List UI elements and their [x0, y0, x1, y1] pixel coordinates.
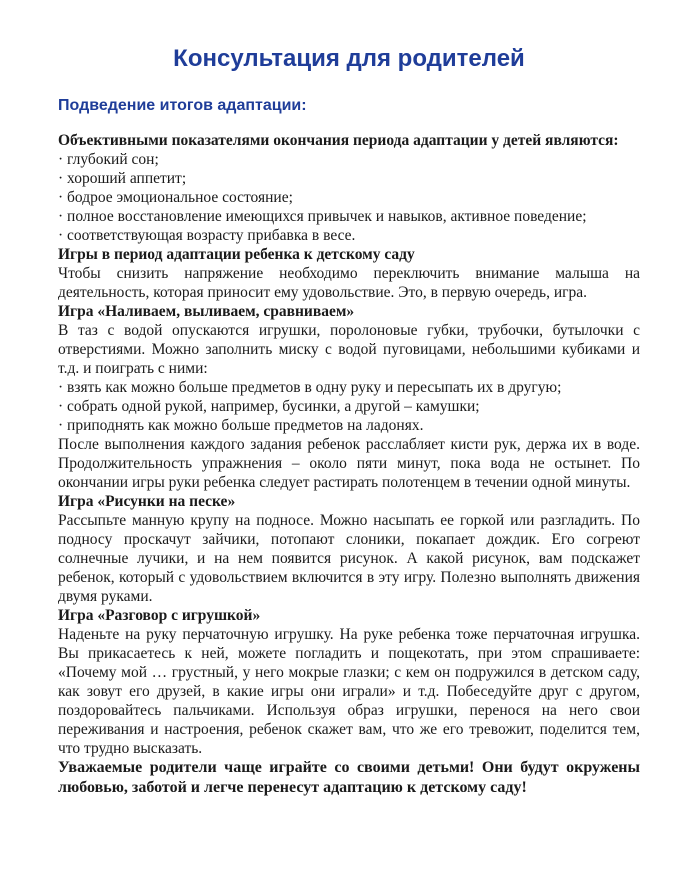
game3-text: Наденьте на руку перчаточную игрушку. На руке ребенка тоже перчаточная игрушка. Вы прикасаетесь к ней, можете погладить и пощекотать, при этом спрашиваете: «Почему мой … грустный, у него мокрые глазки; с кем он подружился в детском саду, как зовут его друзей, в какие игры они играли» и т.д. Побеседуйте друг с другом, поздоровайтесь пальчиками. Используя образ игрушки, перенося на него свои переживания и настроения, ребенок скажет вам, что же его тревожит, поделится тем, что трудно высказать.: [58, 626, 640, 757]
game2-text: Рассыпьте манную крупу на подносе. Можно насыпать ее горкой или разгладить. По подносу проскачут зайчики, потопают слоники, покапает дождик. Его согреют солнечные лучики, и на нем появится рисунок. А какой рисунок, вам подскажет ребенок, который с удовольствием включится в эту игру. Полезно выполнять движения двумя руками.: [58, 512, 640, 605]
game1-intro: В таз с водой опускаются игрушки, поролоновые губки, трубочки, бутылочки с отверстиями. Можно заполнить миску с водой пуговицами, небольшими кубиками и т.д. и поиграть с ними:: [58, 322, 640, 377]
document-page: [0, 44, 690, 871]
indicators-heading: Объективными показателями окончания периода адаптации у детей являются:: [58, 132, 619, 149]
indicator-item: · бодрое эмоциональное состояние;: [58, 189, 293, 206]
games-heading: Игры в период адаптации ребенка к детскому саду: [58, 246, 415, 263]
game1-item: · приподнять как можно больше предметов на ладонях.: [58, 417, 424, 434]
section-subtitle: Подведение итогов адаптации:: [58, 97, 307, 114]
closing-appeal: Уважаемые родители чаще играйте со своими детьми! Они будут окружены любовью, заботой и легче перенесут адаптацию к детскому саду!: [58, 759, 640, 796]
indicator-item: · хороший аппетит;: [58, 170, 187, 187]
indicator-item: · соответствующая возрасту прибавка в весе.: [58, 227, 356, 244]
game2-heading: Игра «Рисунки на песке»: [58, 493, 236, 510]
game3-heading: Игра «Разговор с игрушкой»: [58, 607, 261, 624]
game1-heading: Игра «Наливаем, выливаем, сравниваем»: [58, 303, 355, 320]
indicator-item: · полное восстановление имеющихся привычек и навыков, активное поведение;: [58, 208, 587, 225]
indicator-item: · глубокий сон;: [58, 151, 159, 168]
page-title: Консультация для родителей: [173, 45, 525, 72]
game1-item: · собрать одной рукой, например, бусинки, а другой – камушки;: [58, 398, 480, 415]
games-intro: Чтобы снизить напряжение необходимо переключить внимание малыша на деятельность, которая приносит ему удовольствие. Это, в первую очередь, игра.: [58, 265, 640, 301]
document-body: [58, 131, 640, 798]
game1-item: · взять как можно больше предметов в одну руку и пересыпать их в другую;: [58, 379, 562, 396]
game1-outro: После выполнения каждого задания ребенок расслабляет кисти рук, держа их в воде. Продолжительность упражнения – около пяти минут, пока вода не остынет. По окончании игры руки ребенка следует растирать полотенцем в течении одной минуты.: [58, 436, 640, 491]
